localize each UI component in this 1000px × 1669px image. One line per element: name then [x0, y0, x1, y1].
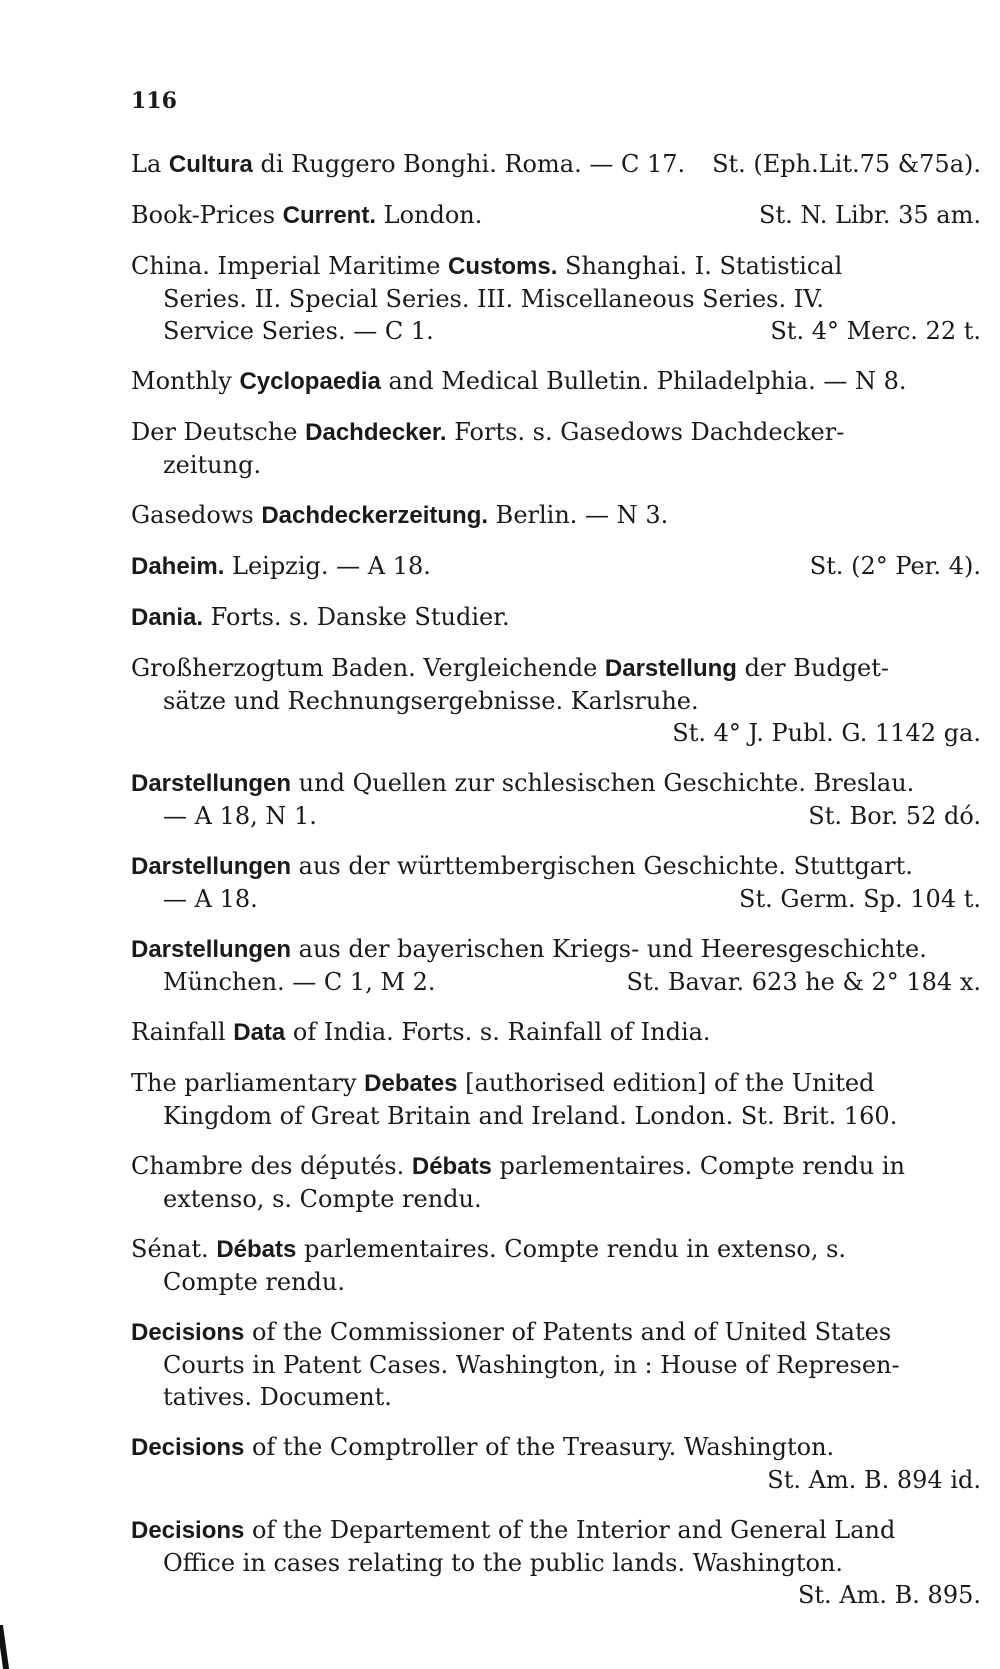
- entry-text: Book-Prices: [131, 201, 283, 229]
- entry-text: tatives. Document.: [163, 1383, 392, 1411]
- catalog-entry: [131, 148, 981, 181]
- entry-text: and Medical Bulletin. Philadelphia. — N 8.: [380, 367, 907, 395]
- entry-line: [131, 199, 981, 232]
- entry-line: [131, 1183, 981, 1215]
- catalog-entry: [131, 1514, 981, 1611]
- entry-line: [131, 550, 981, 583]
- entry-text: Leipzig. — A 18.: [224, 552, 431, 580]
- catalog-entry: [131, 499, 981, 532]
- shelf-mark: St. 4° J. Publ. G. 1142 ga.: [672, 719, 981, 747]
- entry-line: [131, 767, 981, 800]
- entry-keyword: Decisions: [131, 1517, 245, 1544]
- catalog-entry: [131, 550, 981, 583]
- entry-text: [authorised edition] of the United: [457, 1069, 875, 1097]
- catalog-entry: [131, 1233, 981, 1298]
- entry-keyword: Dachdecker.: [305, 419, 447, 446]
- entry-text: parlementaires. Compte rendu in: [491, 1152, 905, 1180]
- entry-text: Compte rendu.: [163, 1268, 345, 1296]
- catalog-entry: [131, 1316, 981, 1413]
- entry-line: [131, 966, 981, 998]
- catalog-entry: [131, 416, 981, 481]
- entry-text: London.: [376, 201, 483, 229]
- entry-keyword: Darstellungen: [131, 770, 292, 797]
- entry-line: [131, 1431, 981, 1464]
- catalog-entry: [131, 767, 981, 832]
- catalog-entry: [131, 1067, 981, 1132]
- entry-text: Forts. s. Danske Studier.: [203, 603, 510, 631]
- entry-line: [131, 933, 981, 966]
- entry-keyword: Dania.: [131, 604, 204, 631]
- catalog-entry: [131, 1016, 981, 1049]
- entry-text: of the Departement of the Interior and General Land: [244, 1516, 896, 1544]
- entry-text: Office in cases relating to the public lands. Washington.: [163, 1549, 844, 1577]
- entry-text: und Quellen zur schlesischen Geschichte. Breslau.: [291, 769, 915, 797]
- entry-keyword: Data: [233, 1019, 286, 1046]
- entry-line: [131, 1233, 981, 1266]
- entry-text: Kingdom of Great Britain and Ireland. London. St. Brit. 160.: [163, 1102, 898, 1130]
- entry-text: of India. Forts. s. Rainfall of India.: [285, 1018, 711, 1046]
- entry-text: München. — C 1, M 2.: [163, 968, 436, 996]
- catalog-entry: [131, 365, 981, 398]
- entry-line: [131, 800, 981, 832]
- catalog-entry: [131, 652, 981, 749]
- entry-keyword: Darstellung: [604, 655, 737, 682]
- catalog-entry: [131, 850, 981, 915]
- shelf-mark: St. Germ. Sp. 104 t.: [739, 885, 981, 913]
- shelf-mark: St. (2° Per. 4).: [809, 552, 981, 580]
- shelf-mark: St. Am. B. 894 id.: [767, 1466, 981, 1494]
- entry-keyword: Dachdeckerzeitung.: [261, 502, 489, 529]
- entry-line: [131, 601, 981, 634]
- entry-text: zeitung.: [163, 451, 262, 479]
- entry-line: [131, 449, 981, 481]
- entry-line: [131, 1016, 981, 1049]
- entry-text: Monthly: [131, 367, 240, 395]
- entry-text: Berlin. — N 3.: [488, 501, 669, 529]
- entry-line: [131, 315, 981, 347]
- entry-keyword: Débats: [216, 1236, 297, 1263]
- entry-text: China. Imperial Maritime: [131, 252, 449, 280]
- entry-line: [131, 1266, 981, 1298]
- entry-line: [131, 148, 981, 181]
- entry-text: Großherzogtum Baden. Vergleichende: [131, 654, 605, 682]
- entry-line: [131, 365, 981, 398]
- entry-line: [131, 250, 981, 283]
- entry-line: [131, 1150, 981, 1183]
- entry-keyword: Current.: [282, 202, 376, 229]
- entry-line: [131, 1067, 981, 1100]
- entry-text: Sénat.: [131, 1235, 217, 1263]
- catalog-entry: [131, 250, 981, 347]
- entry-line: [131, 1316, 981, 1349]
- entry-line: [131, 1547, 981, 1579]
- entry-line: [131, 1579, 981, 1611]
- entry-text: extenso, s. Compte rendu.: [163, 1185, 482, 1213]
- entry-text: aus der bayerischen Kriegs- und Heeresgeschichte.: [291, 935, 927, 963]
- entry-keyword: Débats: [411, 1153, 492, 1180]
- entry-text: of the Comptroller of the Treasury. Washington.: [244, 1433, 835, 1461]
- entry-keyword: Decisions: [131, 1434, 245, 1461]
- shelf-mark: St. N. Libr. 35 am.: [759, 201, 981, 229]
- shelf-mark: St. (Eph.Lit.75 &75a).: [712, 150, 981, 178]
- entry-line: [131, 499, 981, 532]
- entry-text: sätze und Rechnungsergebnisse. Karlsruhe.: [163, 687, 699, 715]
- entry-keyword: Daheim.: [131, 553, 225, 580]
- entry-line: [131, 652, 981, 685]
- catalog-entry: [131, 933, 981, 998]
- shelf-mark: St. 4° Merc. 22 t.: [770, 317, 981, 345]
- shelf-mark: St. Bavar. 623 he & 2° 184 x.: [626, 968, 981, 996]
- entry-text: Series. II. Special Series. III. Miscellaneous Series. IV.: [163, 285, 824, 313]
- entry-keyword: Cultura: [168, 151, 253, 178]
- entry-line: [131, 717, 981, 749]
- catalog-entry: [131, 199, 981, 232]
- entry-text: di Ruggero Bonghi. Roma. — C 17.: [252, 150, 686, 178]
- entry-text: — A 18, N 1.: [163, 802, 317, 830]
- entry-keyword: Darstellungen: [131, 936, 292, 963]
- entry-keyword: Darstellungen: [131, 853, 292, 880]
- entry-line: [131, 1349, 981, 1381]
- entry-text: Service Series. — C 1.: [163, 317, 434, 345]
- catalog-entry: [131, 601, 981, 634]
- entry-line: [131, 416, 981, 449]
- catalog-entries: [131, 148, 981, 1629]
- entry-keyword: Decisions: [131, 1319, 245, 1346]
- entry-text: Courts in Patent Cases. Washington, in : House of Represen-: [163, 1351, 900, 1379]
- entry-keyword: Debates: [364, 1070, 458, 1097]
- entry-line: [131, 1100, 981, 1132]
- entry-text: Forts. s. Gasedows Dachdecker-: [446, 418, 845, 446]
- entry-line: [131, 1514, 981, 1547]
- entry-line: [131, 850, 981, 883]
- entry-line: [131, 1464, 981, 1496]
- entry-text: Shanghai. I. Statistical: [557, 252, 843, 280]
- entry-text: The parliamentary: [131, 1069, 365, 1097]
- shelf-mark: St. Am. B. 895.: [797, 1581, 981, 1609]
- entry-line: [131, 685, 981, 717]
- catalog-entry: [131, 1150, 981, 1215]
- entry-text: La: [131, 150, 169, 178]
- entry-keyword: Customs.: [448, 253, 558, 280]
- entry-text: Gasedows: [131, 501, 262, 529]
- entry-text: Chambre des députés.: [131, 1152, 412, 1180]
- entry-text: parlementaires. Compte rendu in extenso, s.: [296, 1235, 847, 1263]
- entry-text: der Budget-: [736, 654, 890, 682]
- entry-text: aus der württembergischen Geschichte. Stuttgart.: [291, 852, 913, 880]
- shelf-mark: St. Bor. 52 dó.: [808, 802, 981, 830]
- entry-text: Der Deutsche: [131, 418, 306, 446]
- entry-text: of the Commissioner of Patents and of United States: [244, 1318, 892, 1346]
- margin-mark: [0, 1625, 9, 1669]
- entry-line: [131, 883, 981, 915]
- entry-keyword: Cyclopaedia: [239, 368, 381, 395]
- page-number: 116: [131, 88, 177, 114]
- entry-text: — A 18.: [163, 885, 258, 913]
- entry-line: [131, 1381, 981, 1413]
- entry-text: Rainfall: [131, 1018, 234, 1046]
- catalog-entry: [131, 1431, 981, 1496]
- entry-line: [131, 283, 981, 315]
